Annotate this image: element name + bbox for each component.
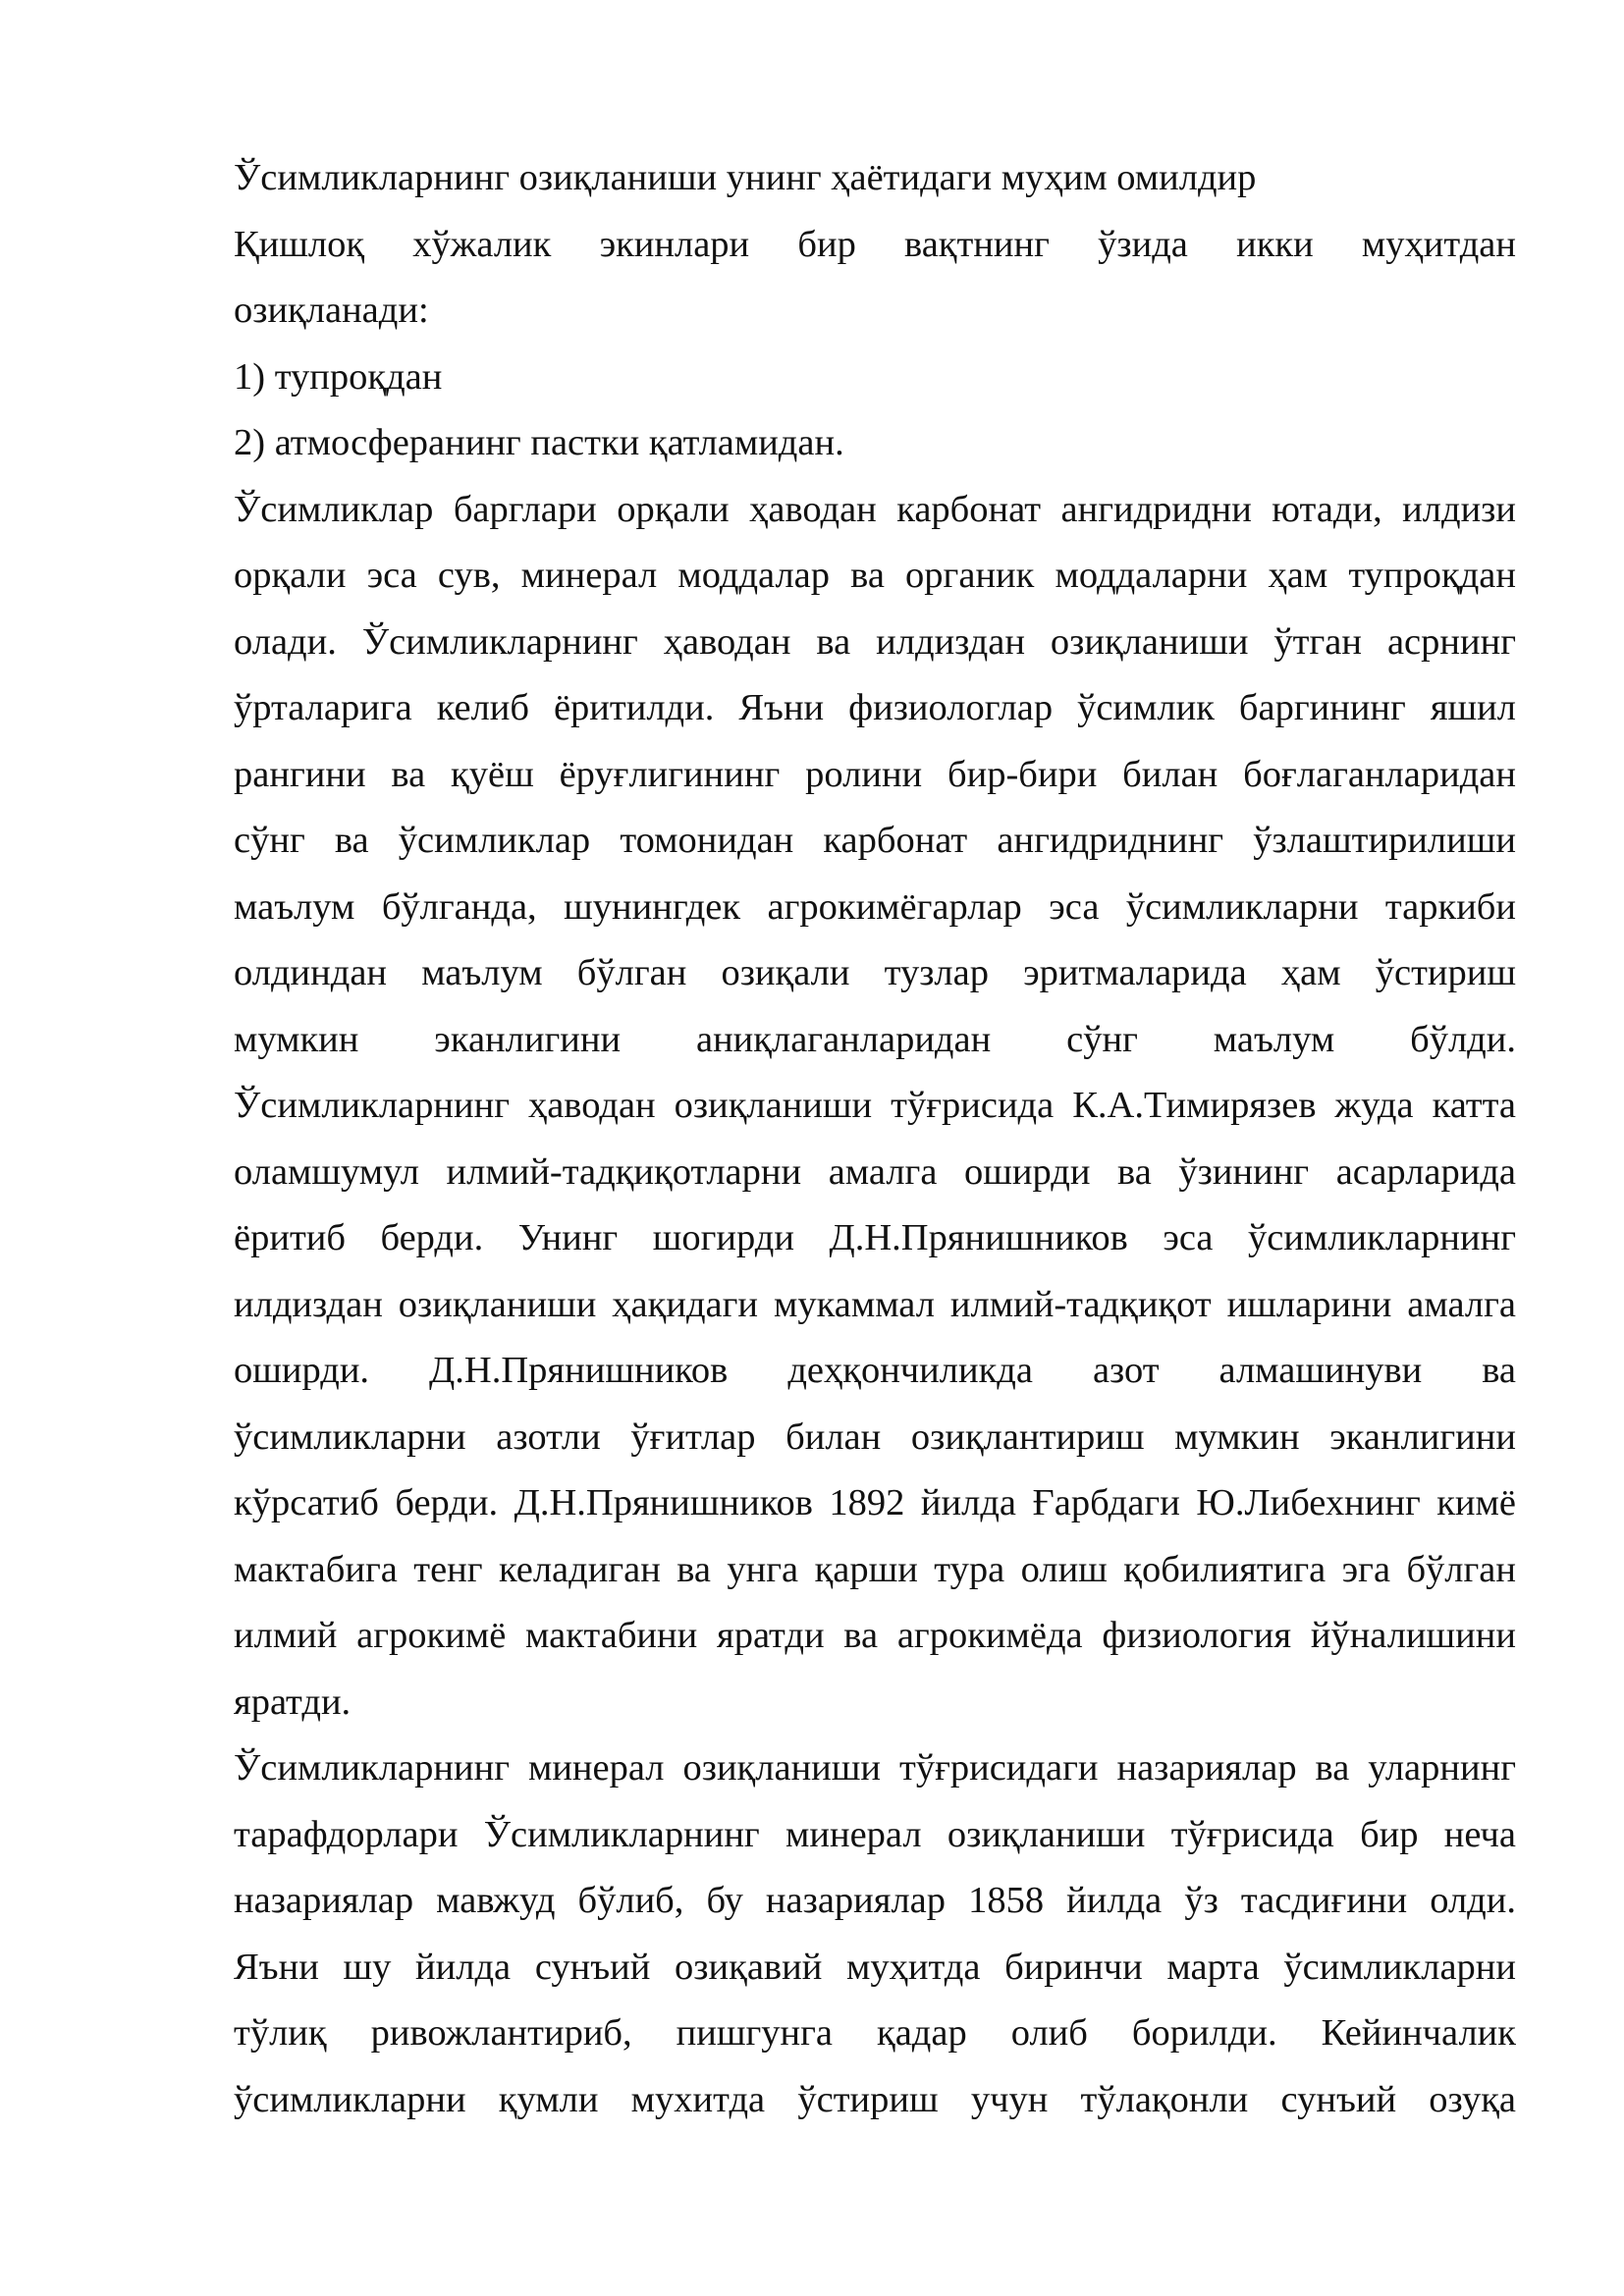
document-page — [234, 145, 1516, 2133]
text-line: илдиздан озиқланиши ҳақидаги мукаммал илмий-тадқиқот ишларини амалга — [234, 1283, 1516, 1325]
text-line: ўрталарига келиб ёритилди. Яъни физиологлар ўсимлик баргининг яшил — [234, 687, 1516, 728]
text-line: Ўсимликларнинг озиқланиши унинг ҳаётидаги муҳим омилдир — [234, 157, 1257, 198]
text-line: олади. Ўсимликларнинг ҳаводан ва илдиздан озиқланиши ўтган асрнинг — [234, 620, 1516, 663]
text-line: Ўсимликлар барглари орқали ҳаводан карбонат ангидридни ютади, илдизи — [234, 488, 1516, 530]
text-line: тарафдорлари Ўсимликларнинг минерал озиқланиши тўғрисида бир неча — [234, 1813, 1516, 1855]
text-line: 1) тупроқдан — [234, 355, 443, 398]
text-line: Ўсимликларнинг минерал озиқланиши тўғрисидаги назариялар ва уларнинг — [234, 1747, 1516, 1789]
text-line: сўнг ва ўсимликлар томонидан карбонат ангидриднинг ўзлаштирилиши — [234, 820, 1516, 861]
text-line: маълум бўлганда, шунингдек агрокимёгарлар эса ўсимликларни таркиби — [234, 885, 1516, 928]
text-line: яратди. — [234, 1681, 352, 1723]
text-line: оширди. Д.Н.Прянишников деҳқончиликда азот алмашинуви ва — [234, 1350, 1516, 1391]
text-line: мактабига тенг келадиган ва унга қарши тура олиш қобилиятига эга бўлган — [234, 1548, 1516, 1590]
text-line: илмий агрокимё мактабини яратди ва агрокимёда физиология йўналишини — [234, 1615, 1516, 1656]
text-line: Ўсимликларнинг ҳаводан озиқланиши тўғрисида К.А.Тимирязев жуда катта — [234, 1085, 1516, 1126]
text-line: ўсимликларни азотли ўғитлар билан озиқлантириш мумкин эканлигини — [234, 1415, 1516, 1458]
text-line: оламшумул илмий-тадқиқотларни амалга оширди ва ўзининг асарларида — [234, 1150, 1516, 1193]
text-line: орқали эса сув, минерал моддалар ва органик моддаларни ҳам тупроқдан — [234, 555, 1516, 596]
text-line: мумкин эканлигини аниқлаганларидан сўнг маълум бўлди. — [234, 1018, 1516, 1060]
text-line: олдиндан маълум бўлган озиқали тузлар эритмаларида ҳам ўстириш — [234, 952, 1516, 993]
text-line: рангини ва қуёш ёруғлигининг ролини бир-бири билан боғлаганларидан — [234, 753, 1516, 795]
text-line: назариялар мавжуд бўлиб, бу назариялар 1858 йилда ўз тасдиғини олди. — [234, 1880, 1516, 1921]
text-line: озиқланади: — [234, 290, 429, 331]
text-line: Яъни шу йилда сунъий озиқавий муҳитда биринчи марта ўсимликларни — [234, 1946, 1516, 1988]
text-line: тўлиқ ривожлантириб, пишгунга қадар олиб борилди. Кейинчалик — [234, 2012, 1516, 2054]
text-line: Қишлоқ хўжалик экинлари бир вақтнинг ўзида икки муҳитдан — [234, 223, 1516, 265]
text-line: кўрсатиб берди. Д.Н.Прянишников 1892 йилда Ғарбдаги Ю.Либехнинг кимё — [234, 1482, 1516, 1523]
text-line: ёритиб берди. Унинг шогирди Д.Н.Прянишников эса ўсимликларнинг — [234, 1217, 1516, 1258]
text-line: ўсимликларни қумли мухитда ўстириш учун тўлақонли сунъий озуқа — [234, 2078, 1516, 2120]
text-line: 2) атмосферанинг пастки қатламидан. — [234, 422, 844, 463]
